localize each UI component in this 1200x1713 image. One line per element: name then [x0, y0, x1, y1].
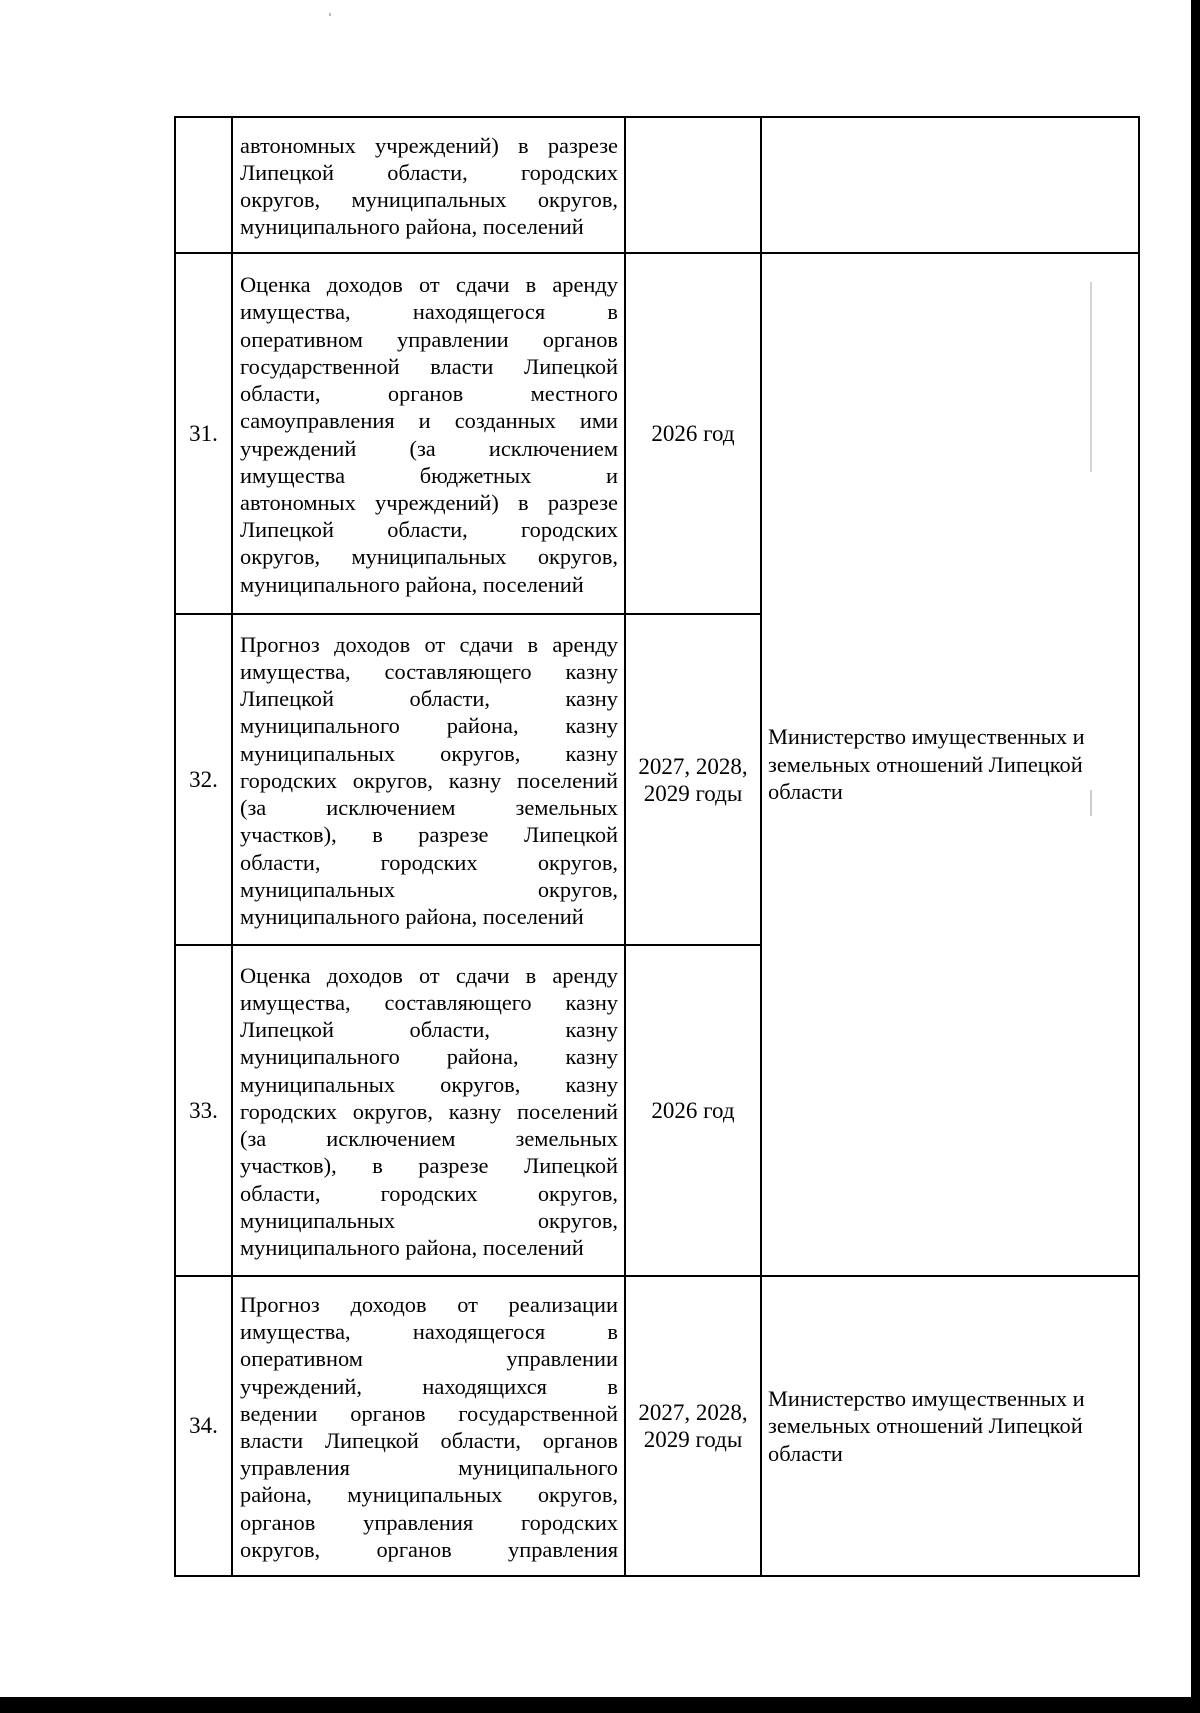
description-line: управления муниципального	[240, 1455, 618, 1481]
description-line: муниципального района, поселений	[240, 1234, 584, 1260]
description-line: самоуправления и созданных ими	[240, 408, 618, 434]
row-number: 32.	[175, 614, 232, 945]
description-line: имущества бюджетных и	[240, 462, 618, 488]
table-row	[175, 117, 1139, 253]
scan-speck	[329, 13, 331, 16]
description-line: муниципального района, поселений	[240, 214, 584, 240]
description-line: учреждений (за исключением	[240, 435, 618, 461]
row-period	[625, 117, 761, 253]
row-number	[175, 117, 232, 253]
description-line: муниципальных округов,	[240, 876, 618, 902]
description-line: органов управления городских	[240, 1509, 618, 1535]
description-line: Прогноз доходов от сдачи в аренду	[240, 631, 618, 657]
description-line: муниципального района, казну	[240, 713, 618, 739]
row-period: 2026 год	[625, 253, 761, 614]
description-line: Оценка доходов от сдачи в аренду	[240, 272, 618, 298]
table-row	[175, 1276, 1139, 1576]
description-line: муниципальных округов, казну	[240, 740, 618, 766]
description-line: области, органов местного	[240, 381, 618, 407]
row-description	[232, 117, 625, 253]
row-period: 2027, 2028, 2029 годы	[625, 1276, 761, 1576]
row-responsible: Министерство имущественных и земельных отношений Липецкой области	[761, 1276, 1139, 1576]
description-line: Липецкой области, городских	[240, 159, 618, 185]
row-number: 31.	[175, 253, 232, 614]
description-line: имущества, составляющего казну	[240, 990, 618, 1016]
data-table	[174, 116, 1140, 1577]
description-line: участков), в разрезе Липецкой	[240, 1153, 618, 1179]
description-line: власти Липецкой области, органов	[240, 1428, 618, 1453]
description-line: округов, муниципальных округов,	[240, 544, 618, 570]
description-line: ведении органов государственной	[240, 1400, 618, 1426]
description-line: (за исключением земельных	[240, 1126, 618, 1152]
description-line: автономных учреждений) в разрезе	[240, 132, 618, 158]
description-line: муниципального района, поселений	[240, 571, 584, 597]
description-line: имущества, находящегося в	[240, 1319, 618, 1345]
description-line: муниципального района, поселений	[240, 903, 584, 929]
description-line: участков), в разрезе Липецкой	[240, 822, 618, 848]
description-line: муниципальных округов,	[240, 1207, 618, 1233]
description-line: государственной власти Липецкой	[240, 353, 618, 379]
description-line: округов, органов управления	[240, 1536, 618, 1562]
description-line: городских округов, казну поселений	[240, 1098, 618, 1124]
row-number: 33.	[175, 945, 232, 1276]
description-line: оперативном управлении органов	[240, 326, 618, 352]
description-line: Прогноз доходов от реализации	[240, 1291, 618, 1317]
description-line: области, городских округов,	[240, 849, 618, 875]
row-description	[232, 945, 625, 1276]
description-line: муниципальных округов, казну	[240, 1071, 618, 1097]
description-line: имущества, находящегося в	[240, 299, 618, 325]
description-line: Липецкой области, казну	[240, 1017, 618, 1043]
description-line: округов, муниципальных округов,	[240, 187, 618, 212]
row-responsible	[761, 117, 1139, 253]
description-line: области, городских округов,	[240, 1180, 618, 1206]
row-description	[232, 1276, 625, 1576]
scan-border-right	[1191, 0, 1200, 1713]
description-line: района, муниципальных округов,	[240, 1482, 618, 1508]
row-period: 2026 год	[625, 945, 761, 1276]
table-row	[175, 253, 1139, 614]
row-description	[232, 253, 625, 614]
description-line: Липецкой области, казну	[240, 686, 618, 712]
row-responsible-merged: Министерство имущественных и земельных отношений Липецкой области	[761, 253, 1139, 1276]
description-line: Оценка доходов от сдачи в аренду	[240, 962, 618, 988]
scan-border-bottom	[0, 1697, 1200, 1713]
description-line: имущества, составляющего казну	[240, 659, 618, 685]
description-line: автономных учреждений) в разрезе	[240, 489, 618, 515]
description-line: Липецкой области, городских	[240, 517, 618, 543]
row-number: 34.	[175, 1276, 232, 1576]
row-period: 2027, 2028, 2029 годы	[625, 614, 761, 945]
row-description	[232, 614, 625, 945]
description-line: учреждений, находящихся в	[240, 1373, 618, 1399]
description-line: муниципального района, казну	[240, 1044, 618, 1070]
description-line: (за исключением земельных	[240, 795, 618, 821]
description-line: оперативном управлении	[240, 1346, 618, 1372]
description-line: городских округов, казну поселений	[240, 767, 618, 793]
